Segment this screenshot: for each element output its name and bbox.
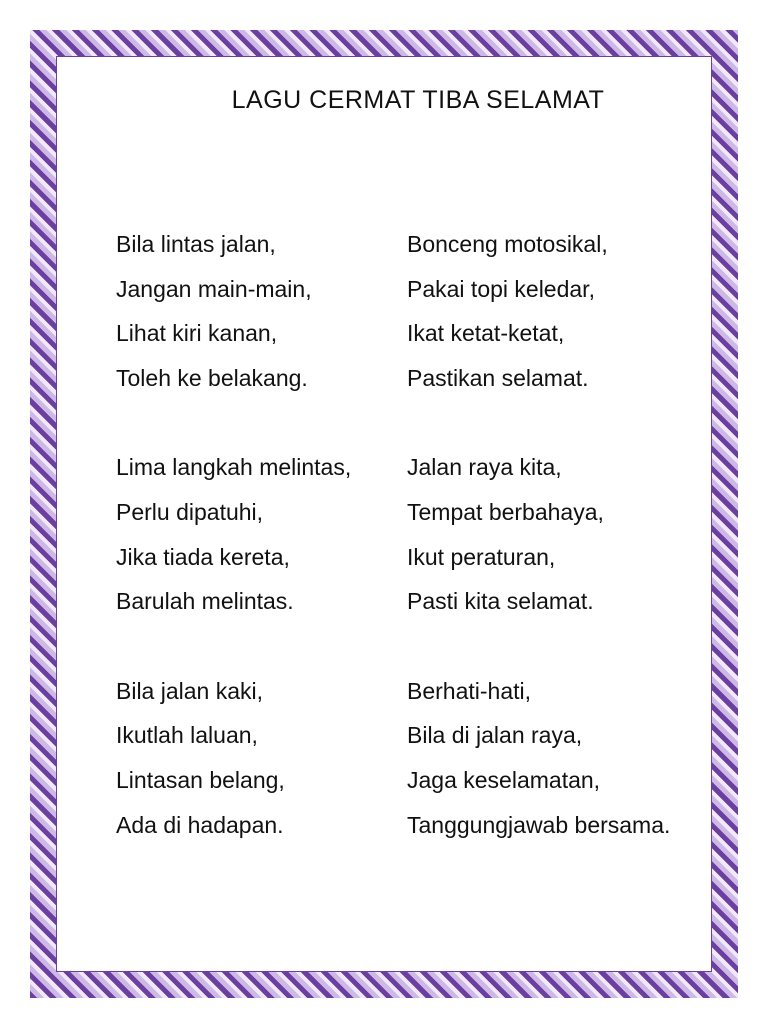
poem-line: Ikut peraturan, (407, 543, 556, 570)
poem-line: Ikat ketat-ketat, (407, 320, 565, 347)
stanza (407, 445, 727, 623)
poem-line: Perlu dipatuhi, (116, 498, 264, 525)
poem-line: Lima langkah melintas, (116, 454, 352, 481)
poem-line: Pastikan selamat. (407, 364, 589, 391)
stanza (407, 222, 727, 400)
poem-line: Ikutlah laluan, (116, 722, 258, 749)
poem-line: Berhati-hati, (407, 677, 532, 704)
stanza (116, 222, 396, 400)
poem-line: Tanggungjawab bersama. (407, 811, 671, 838)
poem-line: Barulah melintas. (116, 588, 294, 615)
stanza (116, 445, 396, 623)
poem-line: Jalan raya kita, (407, 454, 562, 481)
poem-line: Bila di jalan raya, (407, 722, 583, 749)
stanza (407, 669, 727, 847)
poem-line: Bonceng motosikal, (407, 231, 608, 257)
poem-right-column (407, 222, 727, 892)
poem-line: Tempat berbahaya, (407, 498, 604, 525)
poem-line: Jika tiada kereta, (116, 543, 290, 570)
poem-line: Lihat kiri kanan, (116, 320, 278, 347)
poem-line: Toleh ke belakang. (116, 364, 308, 391)
poem-left-column (116, 222, 396, 892)
poem-line: Jangan main-main, (116, 275, 312, 302)
poem-line: Pasti kita selamat. (407, 588, 594, 615)
poem-line: Lintasan belang, (116, 766, 285, 793)
stanza (116, 669, 396, 847)
poem-line: Bila lintas jalan, (116, 231, 276, 257)
poem-line: Bila jalan kaki, (116, 677, 264, 704)
poem-title: LAGU CERMAT TIBA SELAMAT (231, 86, 605, 114)
poem-line: Ada di hadapan. (116, 811, 284, 838)
poem-line: Pakai topi keledar, (407, 275, 595, 302)
poem-line: Jaga keselamatan, (407, 766, 601, 793)
